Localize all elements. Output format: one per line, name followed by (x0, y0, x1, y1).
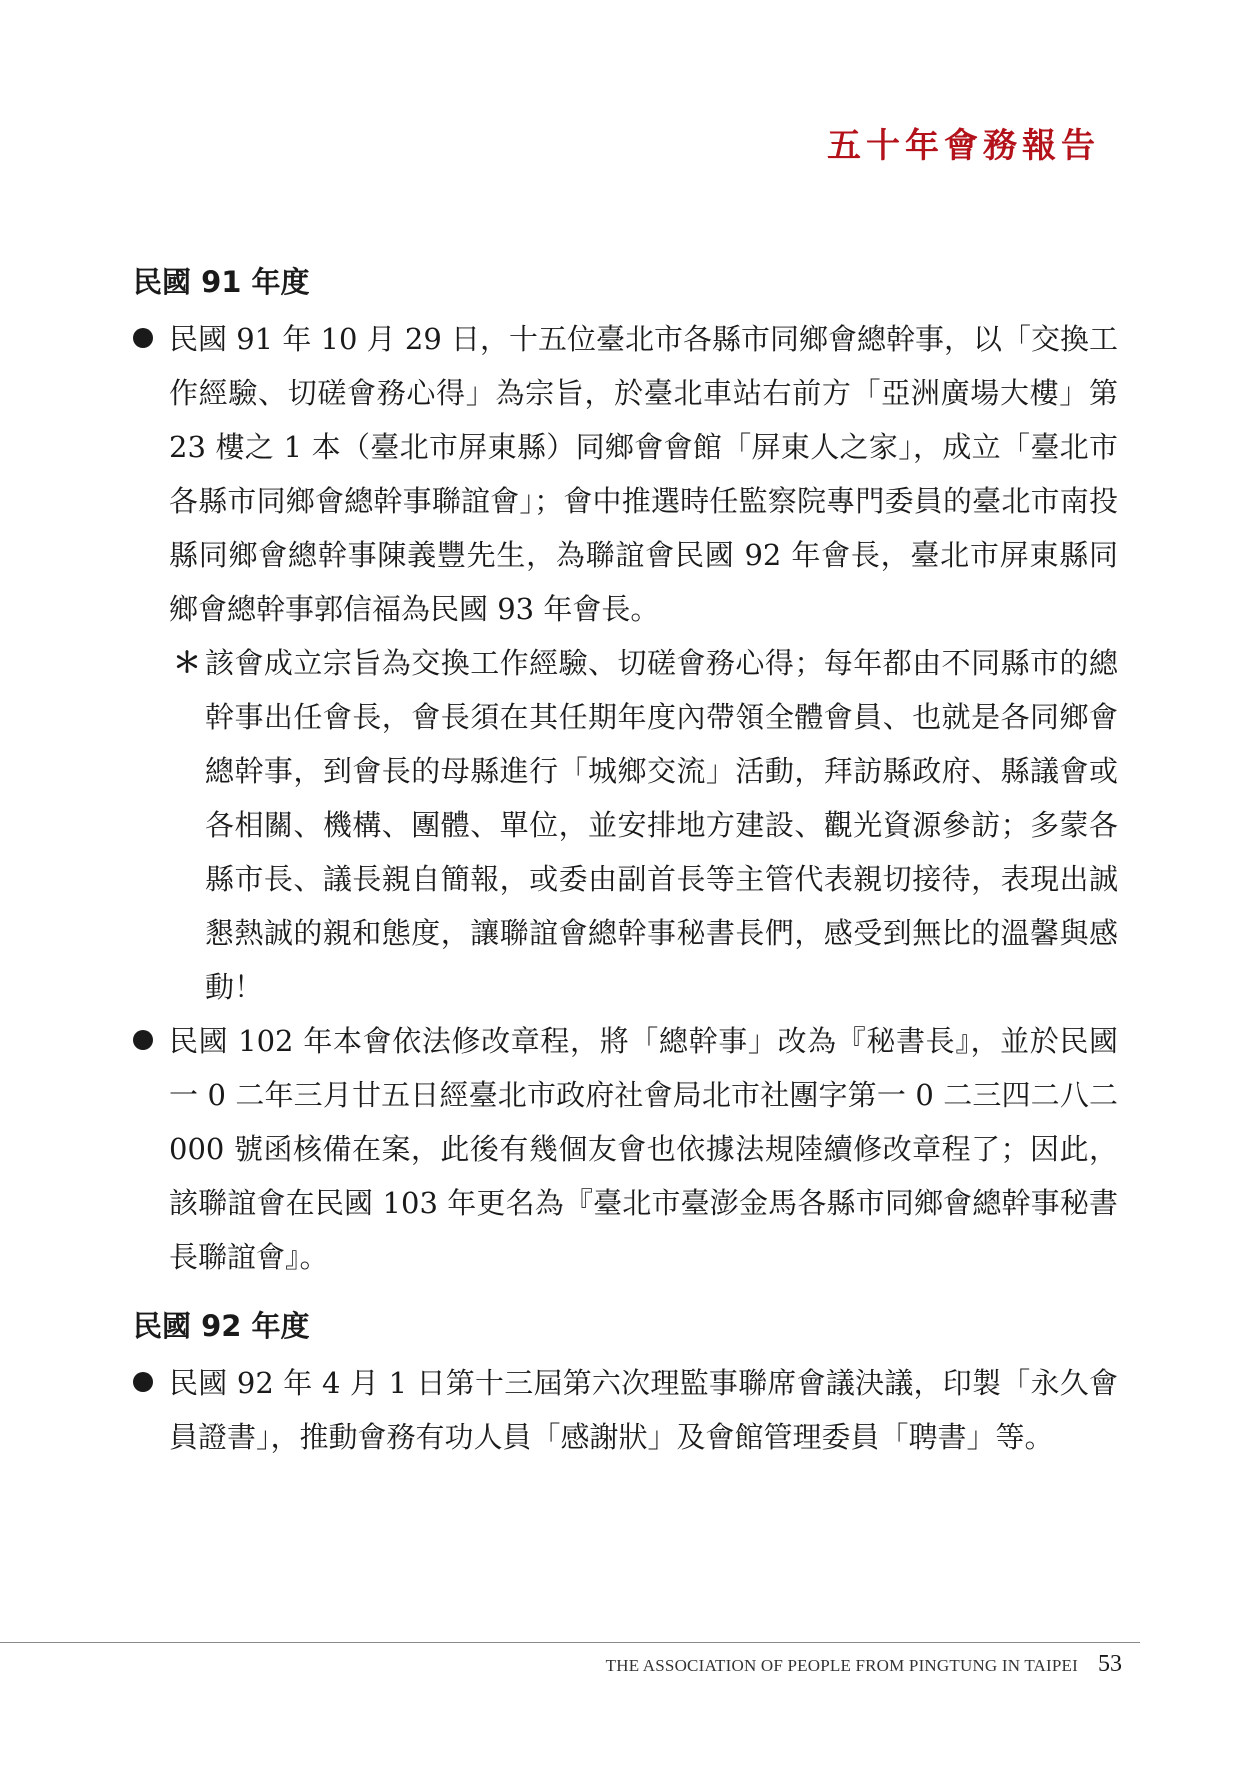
footer-divider (0, 1642, 1140, 1643)
bullet-text: 民國 92 年 4 月 1 日第十三屆第六次理監事聯席會議決議，印製「永久會員證書」，推動會務有功人員「感謝狀」及會館管理委員「聘書」等。 (169, 1366, 1118, 1454)
bullet-item (133, 1014, 1118, 1284)
bullet-dot-icon (133, 328, 153, 348)
bullet-item (133, 1356, 1118, 1464)
bullet-item (133, 312, 1118, 636)
section-year-91 (133, 262, 1118, 1284)
running-header-title: 五十年會務報告 (827, 126, 1100, 166)
page-footer (606, 1651, 1122, 1678)
section-year-92 (133, 1306, 1118, 1464)
bullet-dot-icon (133, 1372, 153, 1392)
footer-publication-title: THE ASSOCIATION OF PEOPLE FROM PINGTUNG IN TAIPEI (605, 1656, 1078, 1675)
page-body (133, 262, 1118, 1464)
bullet-text: 民國 102 年本會依法修改章程，將「總幹事」改為『秘書長』，並於民國一 0 二年三月廿五日經臺北市政府社會局北市社團字第一 0 二三四二八二 000 號函核備在案，此後有幾個友會也依據法規陸續修改章程了；因此，該聯誼會在民國 103 年更名為『臺北市臺澎金馬各縣市同鄉會總幹事秘書長聯誼會』。 (169, 1024, 1118, 1274)
note-text: 該會成立宗旨為交換工作經驗、切磋會務心得；每年都由不同縣市的總幹事出任會長，會長須在其任期年度內帶領全體會員、也就是各同鄉會總幹事，到會長的母縣進行「城鄉交流」活動，拜訪縣政府、縣議會或各相關、機構、團體、單位，並安排地方建設、觀光資源參訪；多蒙各縣市長、議長親自簡報，或委由副首長等主管代表親切接待，表現出誠懇熱誠的親和態度，讓聯誼會總幹事秘書長們，感受到無比的溫馨與感動！ (205, 646, 1118, 1004)
section-heading: 民國 91 年度 (133, 265, 310, 299)
note-item (133, 636, 1118, 1014)
asterisk-icon: ＊ (173, 646, 202, 679)
section-heading: 民國 92 年度 (133, 1309, 310, 1343)
page-number: 53 (1098, 1651, 1122, 1677)
bullet-text: 民國 91 年 10 月 29 日，十五位臺北市各縣市同鄉會總幹事，以「交換工作經驗、切磋會務心得」為宗旨，於臺北車站右前方「亞洲廣場大樓」第 23 樓之 1 本（臺北市屏東縣）同鄉會會館「屏東人之家」，成立「臺北市各縣市同鄉會總幹事聯誼會」；會中推選時任監察院專門委員的臺北市南投縣同鄉會總幹事陳義豐先生，為聯誼會民國 92 年會長，臺北市屏東縣同鄉會總幹事郭信福為民國 93 年會長。 (169, 322, 1119, 626)
bullet-dot-icon (133, 1030, 153, 1050)
